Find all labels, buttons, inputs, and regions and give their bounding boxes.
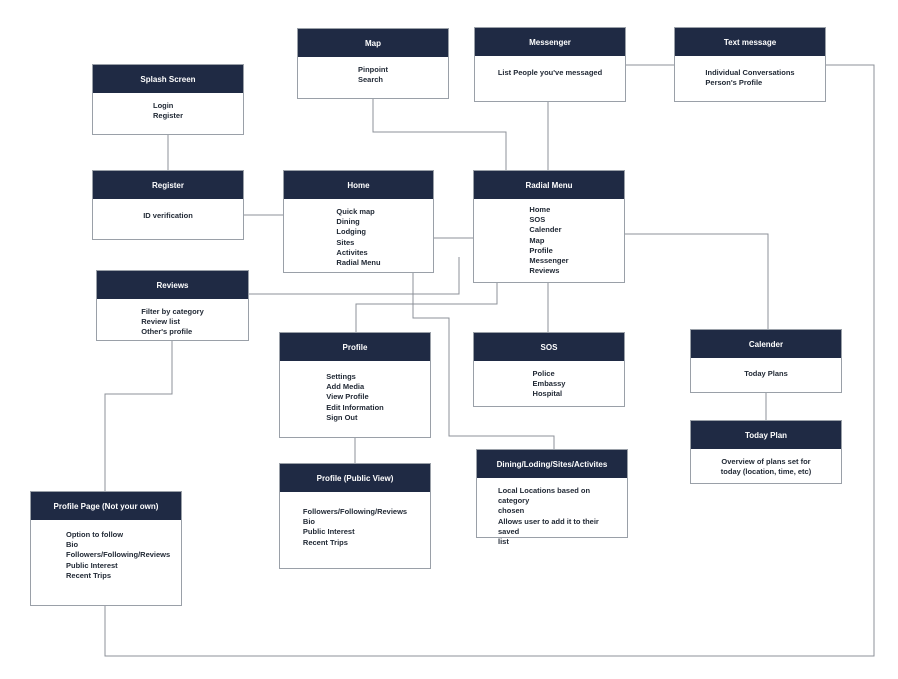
map-box <box>297 28 449 99</box>
node-item: Profile <box>529 245 553 255</box>
node-item: Public Interest <box>302 527 355 537</box>
profile-box <box>279 332 431 438</box>
node-title: Radial Menu <box>474 171 624 199</box>
node-title: Profile Page (Not your own) <box>31 492 181 520</box>
node-item: Allows user to add it to their saved <box>498 516 599 536</box>
node-title: Dining/Loding/Sites/Activites <box>477 450 627 478</box>
node-item: Overview of plans set for <box>721 457 811 466</box>
node-item: Individual Conversations <box>705 68 795 77</box>
profile-page-not-own-box <box>30 491 182 606</box>
node-title: Calender <box>691 330 841 358</box>
node-item: Edit Information <box>326 402 384 412</box>
node-item: Recent Trips <box>66 570 112 580</box>
calender-box <box>690 329 842 393</box>
node-item: Other's profile <box>141 327 193 337</box>
node-item: today (location, time, etc) <box>720 467 812 477</box>
today-plan-box <box>690 420 842 484</box>
sos-box <box>473 332 625 407</box>
node-item: Filter by category <box>141 307 204 316</box>
profile-public-view-box <box>279 463 431 569</box>
register-box <box>92 170 244 240</box>
node-item: Review list <box>141 317 181 327</box>
node-item: View Profile <box>326 392 369 402</box>
connector-reviews-profilepage <box>105 341 172 491</box>
connector-map-radial <box>373 99 506 170</box>
node-title: Text message <box>675 28 825 56</box>
node-item: chosen <box>498 506 525 516</box>
node-item: Search <box>358 75 384 85</box>
node-title: Messenger <box>475 28 625 56</box>
home-box <box>283 170 434 273</box>
node-title: SOS <box>474 333 624 361</box>
node-item: Sites <box>336 237 355 247</box>
node-item: Person's Profile <box>705 78 763 88</box>
node-item: list <box>498 537 509 547</box>
node-item: Calender <box>529 225 562 235</box>
node-item: List People you've messaged <box>497 68 603 77</box>
node-item: Add Media <box>326 382 365 392</box>
node-item: Register <box>152 111 183 121</box>
node-item: Pinpoint <box>358 65 388 74</box>
node-title: Profile <box>280 333 430 361</box>
node-item: Bio <box>66 540 79 550</box>
node-item: Activites <box>336 247 368 257</box>
node-item: Followers/Following/Reviews <box>66 550 171 560</box>
node-item: Police <box>532 369 555 378</box>
node-item: Embassy <box>532 379 566 389</box>
node-item: Radial Menu <box>336 258 381 268</box>
node-title: Profile (Public View) <box>280 464 430 492</box>
node-title: Splash Screen <box>93 65 243 93</box>
node-item: Login <box>152 101 174 110</box>
node-item: Option to follow <box>66 530 124 539</box>
node-item: Hospital <box>532 389 563 399</box>
connector-radial-profile <box>356 283 497 332</box>
node-item: Local Locations based on category <box>498 486 591 506</box>
node-item: ID verification <box>143 211 193 220</box>
node-item: Reviews <box>529 266 560 276</box>
radial-menu-box <box>473 170 625 283</box>
reviews-box <box>96 270 249 341</box>
node-title: Reviews <box>97 271 248 299</box>
node-item: Recent Trips <box>302 537 348 547</box>
node-item: Today Plans <box>744 369 788 378</box>
node-item: Messenger <box>529 256 569 266</box>
node-title: Today Plan <box>691 421 841 449</box>
node-item: Bio <box>302 517 315 527</box>
node-item: Lodging <box>336 227 366 237</box>
node-item: Sign Out <box>326 412 358 422</box>
dining-lodging-box <box>476 449 628 547</box>
node-item: Public Interest <box>66 560 118 570</box>
node-item: SOS <box>529 215 546 225</box>
node-title: Map <box>298 29 448 57</box>
node-title: Home <box>284 171 433 199</box>
node-item: Home <box>529 205 551 214</box>
node-item: Dining <box>336 217 360 227</box>
node-item: Map <box>529 235 545 245</box>
node-item: Followers/Following/Reviews <box>302 507 408 516</box>
text-message-box <box>674 27 826 102</box>
node-item: Quick map <box>336 207 375 216</box>
connector-radial-calender <box>625 234 768 329</box>
node-item: Settings <box>326 372 356 381</box>
messenger-box <box>474 27 626 102</box>
splash-screen-box <box>92 64 244 135</box>
node-title: Register <box>93 171 243 199</box>
